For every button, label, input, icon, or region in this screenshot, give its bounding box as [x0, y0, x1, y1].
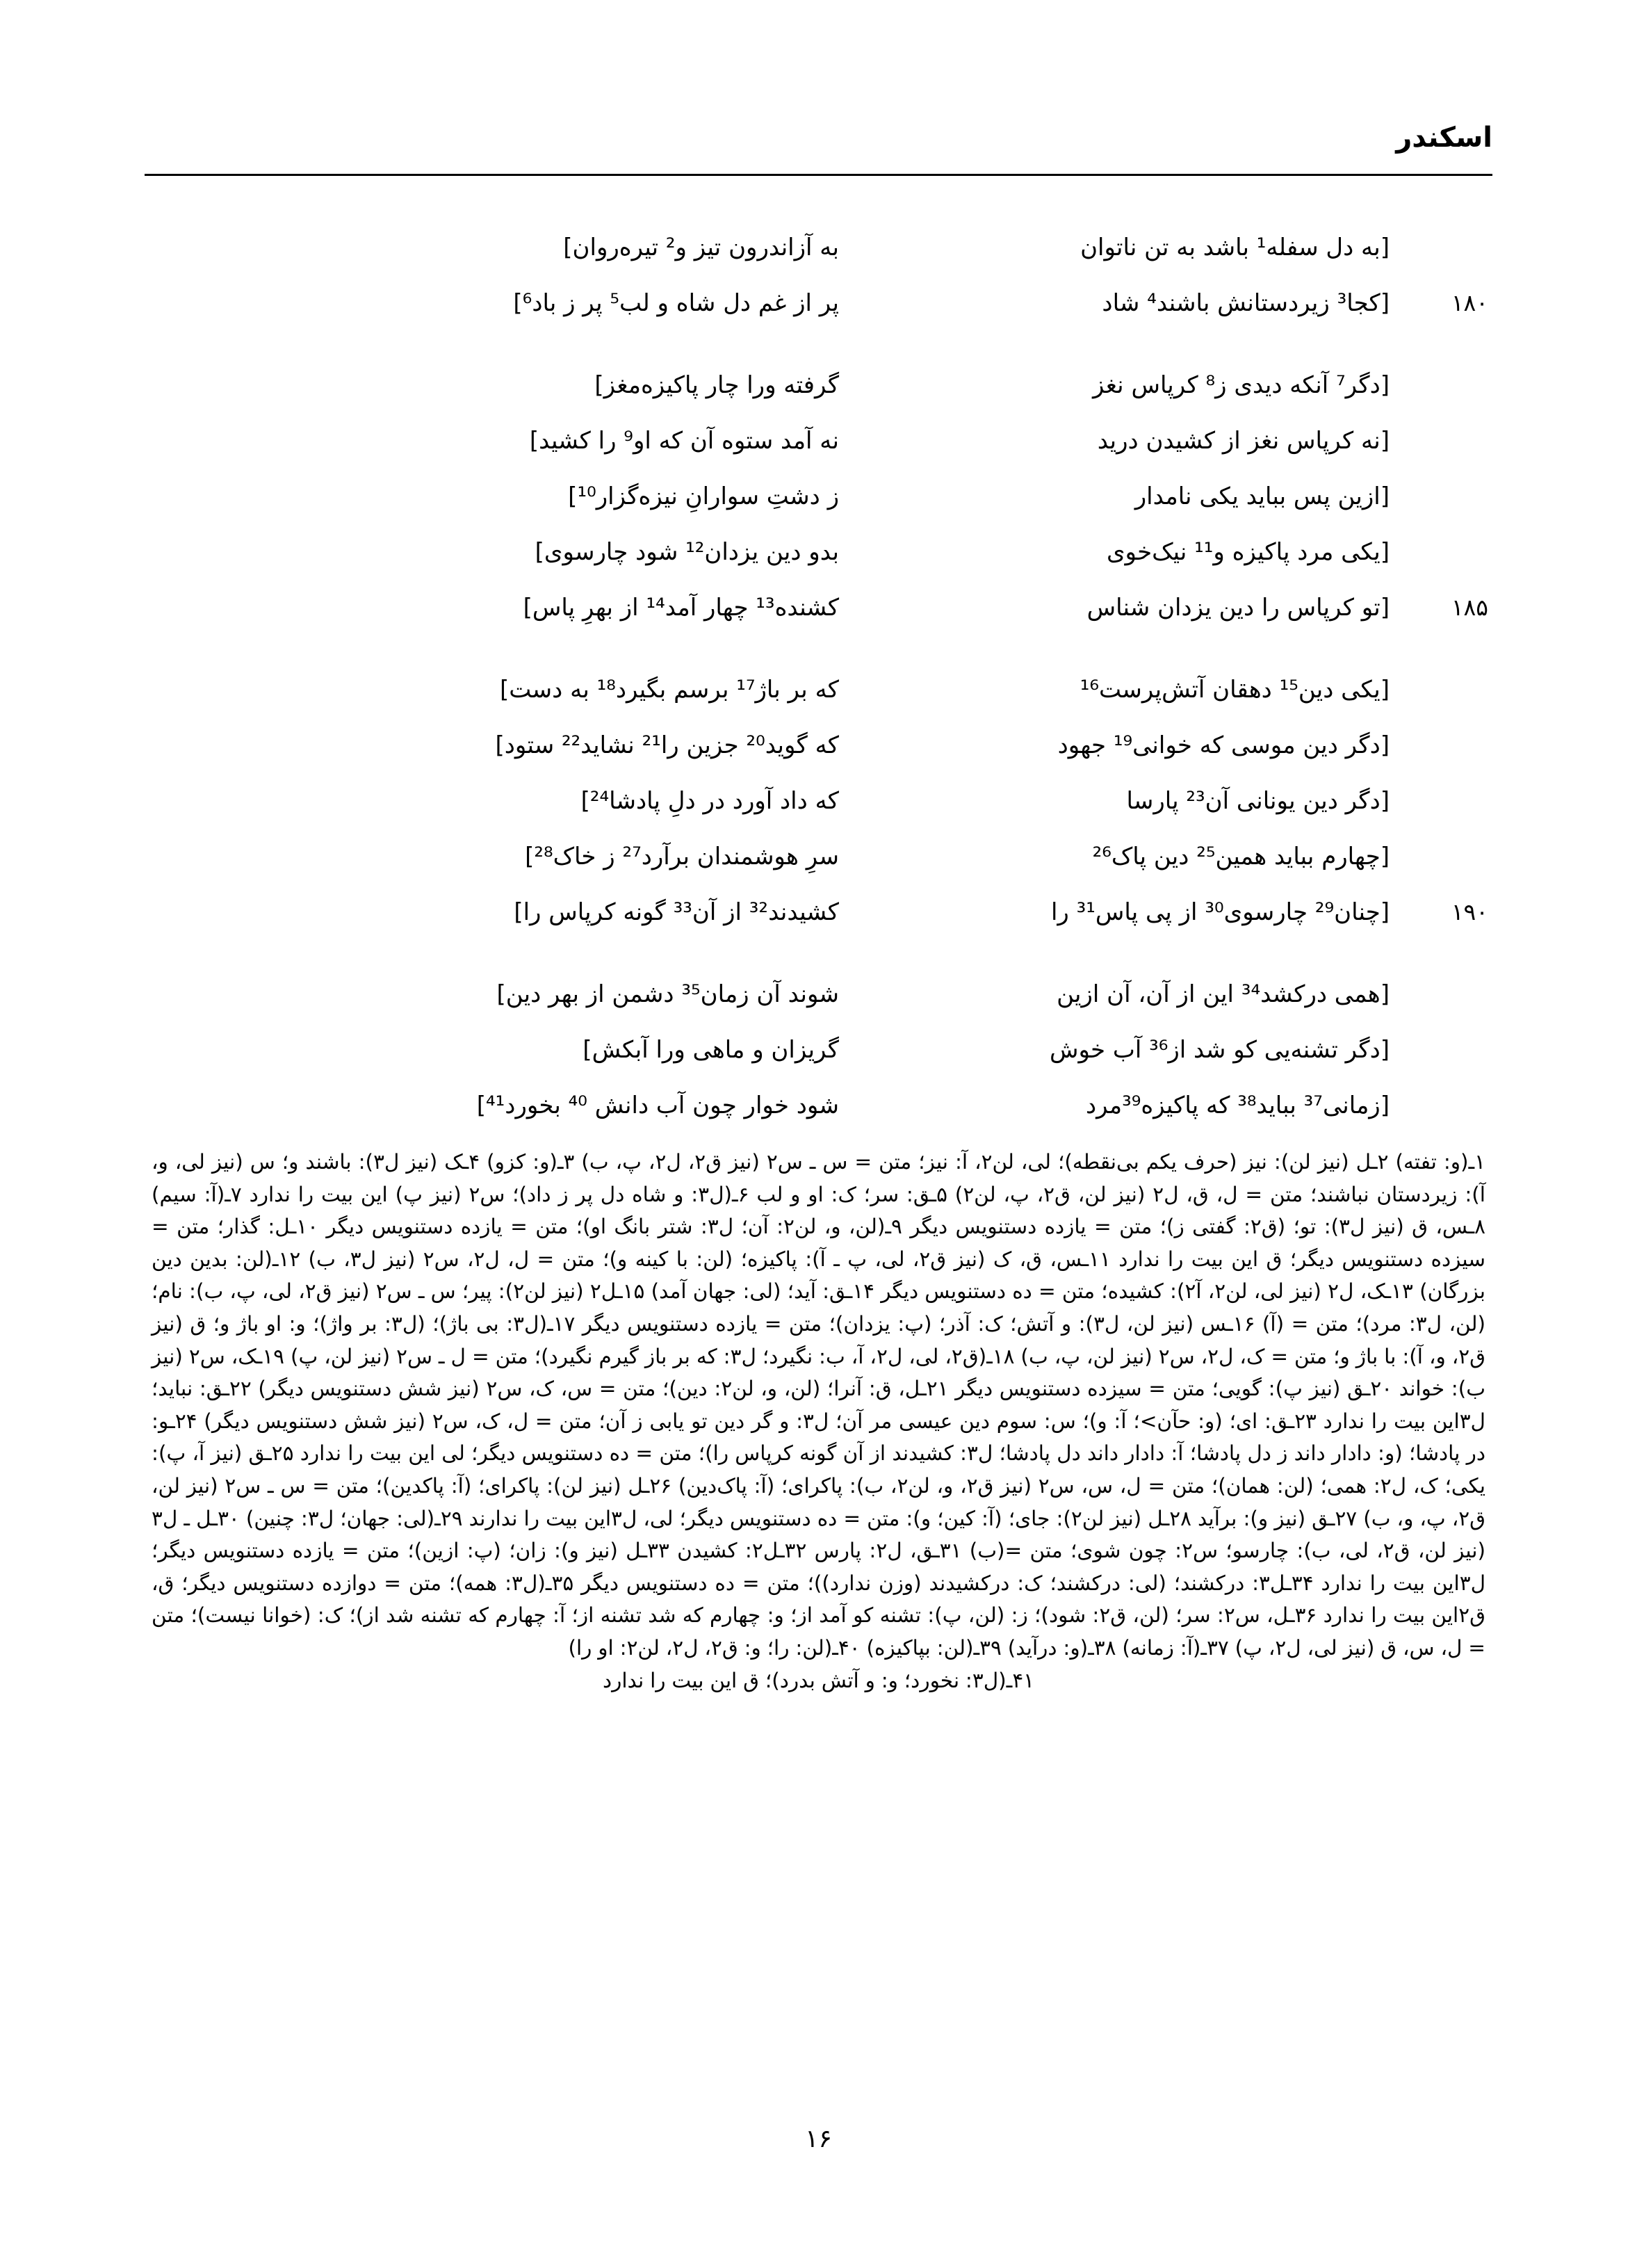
hemistich-right: [دگر دین یونانی آن²³ پارسا: [1126, 787, 1390, 815]
verse-line: [145, 966, 1492, 1022]
verse-line: [145, 275, 1492, 331]
verse-line-number: ۱۹۰: [1451, 898, 1488, 925]
hemistich-right: [نه کرپاس نغز از کشیدن درید: [1097, 427, 1390, 455]
verse-line: [145, 662, 1492, 718]
page-header: [145, 124, 1492, 184]
hemistich-left: به آزاندرون تیز و² تیره‌روان]: [563, 234, 839, 261]
verse-block: [145, 220, 1492, 1133]
hemistich-left: کشنده¹³ چهار آمد¹⁴ از بهرِ پاس]: [523, 594, 839, 622]
verse-line: [145, 357, 1492, 413]
hemistich-right: [چهارم بباید همین²⁵ دین پاک²⁶: [1092, 843, 1390, 870]
hemistich-right: [یکی دین¹⁵ دهقان آتش‌پرست¹⁶: [1080, 676, 1390, 704]
hemistich-right: [زمانی³⁷ بباید³⁸ که پاکیزه³⁹مرد: [1085, 1092, 1390, 1119]
running-head-title: اسکندر: [1396, 122, 1492, 154]
verse-line: [145, 413, 1492, 469]
hemistich-right: [چنان²⁹ چارسوی³⁰ از پی پاس³¹ را: [1050, 898, 1390, 926]
hemistich-left: پر از غم دل شاه و لب⁵ پر ز باد⁶]: [513, 289, 839, 317]
hemistich-left: که داد آورد در دلِ پادشا²⁴]: [580, 787, 839, 815]
hemistich-right: [دگر⁷ آنکه دیدی ز⁸ کرپاس نغز: [1093, 371, 1390, 399]
hemistich-right: [ازین پس بباید یکی نامدار: [1134, 483, 1390, 510]
hemistich-left: بدو دین یزدان¹² شود چارسوی]: [535, 538, 839, 566]
verse-line: [145, 524, 1492, 580]
hemistich-left: سرِ هوشمندان برآرد²⁷ ز خاک²⁸]: [525, 843, 839, 870]
hemistich-left: گریزان و ماهی ورا آبکش]: [583, 1036, 839, 1064]
apparatus-paragraph: ۱ـ(و: تفته) ۲ـل (نیز لن): نیز (حرف یکم بی‌نقطه)؛ لی، لن۲، آ: نیز؛ متن = س ـ س۲ (نیز ق۲، ل۲، پ، ب) ۳ـ(و: کزو) ۴ـک (نیز ل۳): باشند و؛ س (نیز لی، و، آ): زیردستان نباشند؛ متن = ل، ق، ل۲ (نیز لن، ق۲، پ، لن۲) ۵ـق: سر؛ ک: او و لب ۶ـ(ل۳: و شاه دل پر ز داد)؛ س۲ (نیز پ) این بیت را ندارد ۷ـ(آ: سیم) ۸ـس، ق (نیز ل۳): تو؛ (ق۲: گفتی ز)؛ متن = یازده دستنویس دیگر ۹ـ(لن، و، لن۲: آن؛ ل۳: شتر بانگ او)؛ متن = یازده دستنویس دیگر ۱۰ـل: گذار؛ متن = سیزده دستنویس دیگر؛ ق این بیت را ندارد ۱۱ـس، ق، ک (نیز ق۲، لی، پ ـ آ): پاکیزه؛ (لن: با کینه و)؛ متن = ل، ل۲، س۲ (نیز ل۳، ب) ۱۲ـ(لن: بدین دین بزرگان) ۱۳ـک، ل۲ (نیز لی، لن۲، آ۲): کشیده؛ متن = ده دستنویس دیگر ۱۴ـق: آید؛ (لی: جهان آمد) ۱۵ـل۲ (نیز لن۲): پیر؛ س ـ س۲ (نیز ق۲، لی، پ، ب): نام؛ (لن، ل۳: مرد)؛ متن = (آ) ۱۶ـس (نیز لن، ل۳): و آتش؛ ک: آذر؛ (پ: یزدان)؛ متن = یازده دستنویس دیگر ۱۷ـ(ل۳: بی باژ)؛ (ل۳: بر واژ)؛ و: او باژ و؛ ق (نیز ق۲، و، آ): با باژ و؛ متن = ک، ل۲، س۲ (نیز لن، پ، ب) ۱۸ـ(ق۲، لی، ل۲، آ، ب: نگیرد؛ ل۳: که بر باز گیرم نگیرد)؛ متن = ل ـ س۲ (نیز لن، پ) ۱۹ـک، س۲ (نیز ب): خواند ۲۰ـق (نیز پ): گویی؛ متن = سیزده دستنویس دیگر ۲۱ـل، ق: آنرا؛ (لن، و، لن۲: دین)؛ متن = س، ک، س۲ (نیز شش دستنویس دیگر) ۲۲ـق: نباید؛ ل۳این بیت را ندارد ۲۳ـق: ای؛ (و: حآن>؛ آ: و)؛ س: سوم دین عیسی مر آن؛ ل۳: و گر دین تو یابی ز آن؛ متن = ل، ک، س۲ (نیز شش دستنویس دیگر) ۲۴ـو: در پادشا؛ (و: دادار داند ز دل پادشا؛ آ: دادار داند دل پادشا؛ ل۳: کشیدند از آن گونه کرپاس را)؛ متن = ده دستنویس دیگر؛ لی این بیت را ندارد ۲۵ـق (نیز آ، پ): یکی؛ ک، ل۲: همی؛ (لن: همان)؛ متن = ل، س، س۲ (نیز ق۲، و، لن۲، ب): پاکرای؛ (آ: پاک‌دین) ۲۶ـل (نیز لن): پاکرای؛ (آ: پاکدین)؛ متن = س ـ س۲ (نیز لن، ق۲، پ، و، ب) ۲۷ـق (نیز و): برآید ۲۸ـل (نیز لن۲): جای؛ (آ: کین؛ و): متن = ده دستنویس دیگر؛ لی، ل۳این بیت را ندارند ۲۹ـ(لی: جهان؛ ل۳: چنین) ۳۰ـل ـ ل۳ (نیز لن، ق۲، لی، ب): چارسو؛ س۲: چون شوی؛ متن =(ب) ۳۱ـق، ل۲: پارس ۳۲ـل۲: کشیدن ۳۳ـل (نیز و): زان؛ (پ: ازین)؛ متن = یازده دستنویس دیگر؛ ل۳این بیت را ندارد ۳۴ـل۳: درکشند؛ (لی: درکشند؛ ک: درکشیدند (وزن ندارد))؛ متن = ده دستنویس دیگر ۳۵ـ(ل۳: همه)؛ متن = دوازده دستنویس دیگر؛ ق، ق۲این بیت را ندارد ۳۶ـل، س۲: سر؛ (لن، ق۲: شود)؛ ز: (لن، پ): تشنه کو آمد از؛ و: چهارم که شد تشنه از؛ آ: چهارم که تشنه شد از)؛ ک: (خوانا نیست)؛ متن = ل، س، ق (نیز لی، ل۲، پ) ۳۷ـ(آ: زمانه) ۳۸ـ(و: درآید) ۳۹ـ(لن: بپاکیزه) ۴۰ـ(لن: را؛ و: ق۲، ل۲، لن۲: او را): [152, 1150, 1486, 1660]
hemistich-right: [یکی مرد پاکیزه و¹¹ نیک‌خوی: [1106, 538, 1390, 566]
hemistich-left: گرفته ورا چار پاکیزه‌مغز]: [594, 371, 839, 399]
hemistich-right: [دگر تشنه‌یی کو شد از³⁶ آب خوش: [1049, 1036, 1390, 1064]
verse-line-number: ۱۸۰: [1451, 289, 1488, 316]
apparatus-paragraph: ۴۱ـ(ل۳: نخورد؛ و: و آتش بدرد)؛ ق این بیت را ندارد: [602, 1668, 1035, 1692]
verse-line: [145, 718, 1492, 773]
verse-line: [145, 773, 1492, 829]
hemistich-right: [به دل سفله¹ باشد به تن ناتوان: [1080, 234, 1390, 261]
hemistich-left: که بر باژ¹⁷ برسم بگیرد¹⁸ به دست]: [500, 676, 839, 704]
verse-line: [145, 1022, 1492, 1078]
header-rule: [145, 174, 1492, 176]
verse-line: [145, 580, 1492, 635]
folio-number: ۱۶: [805, 2125, 832, 2153]
hemistich-right: [تو کرپاس را دین یزدان شناس: [1086, 594, 1390, 622]
verse-line: [145, 884, 1492, 940]
hemistich-left: که گوید²⁰ جزین را²¹ نشاید²² ستود]: [495, 731, 839, 759]
hemistich-left: نه آمد ستوه آن که او⁹ را کشید]: [529, 427, 839, 455]
hemistich-left: کشیدند³² از آن³³ گونه کرپاس را]: [514, 898, 839, 926]
hemistich-left: ز دشتِ سوارانِ نیزه‌گزار¹⁰]: [568, 483, 839, 510]
verse-line: [145, 1078, 1492, 1133]
hemistich-right: [همی درکشد³⁴ این از آن، آن ازین: [1057, 980, 1390, 1008]
hemistich-left: شود خوار چون آب دانش ⁴⁰ بخورد⁴¹]: [476, 1092, 839, 1119]
verse-line: [145, 220, 1492, 275]
verse-line-number: ۱۸۵: [1451, 594, 1488, 621]
verse-line: [145, 829, 1492, 884]
hemistich-right: [کجا³ زیردستانش باشند⁴ شاد: [1102, 289, 1390, 317]
hemistich-left: شوند آن زمان³⁵ دشمن از بهر دین]: [496, 980, 839, 1008]
verse-line: [145, 469, 1492, 524]
hemistich-right: [دگر دین موسی که خوانی¹⁹ جهود: [1057, 731, 1390, 759]
critical-apparatus: [152, 1146, 1485, 1696]
